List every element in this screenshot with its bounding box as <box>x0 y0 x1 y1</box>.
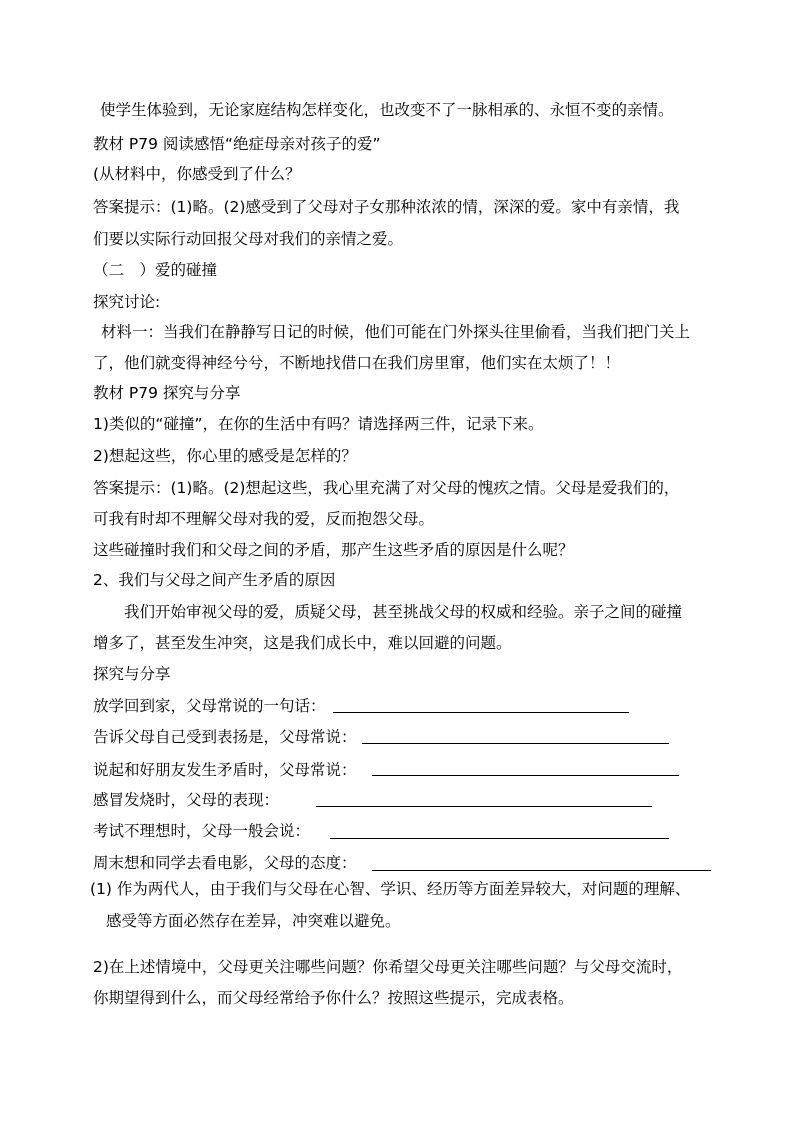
text-line: (1) 作为两代人，由于我们与父母在心智、学识、经历等方面差异较大，对问题的理解、 <box>90 880 691 898</box>
text-line: 感受等方面必然存在差异，冲突难以避免。 <box>106 912 401 930</box>
text-line: 1)类似的“碰撞”，在你的生活中有吗？请选择两三件，记录下来。 <box>93 415 544 433</box>
answer-blank[interactable] <box>316 806 652 807</box>
answer-blank[interactable] <box>333 712 629 713</box>
text-line: 增多了，甚至发生冲突，这是我们成长中，难以回避的问题。 <box>93 634 512 652</box>
text-line: 了，他们就变得神经兮兮，不断地找借口在我们房里窜，他们实在太烦了！！ <box>93 354 621 372</box>
fill-prompt: 放学回到家，父母常说的一句话： <box>93 697 326 715</box>
answer-blank[interactable] <box>330 838 669 839</box>
section-heading: 2、我们与父母之间产生矛盾的原因 <box>93 571 336 589</box>
answer-blank[interactable] <box>362 743 669 744</box>
text-line: 材料一：当我们在静静写日记的时候，他们可能在门外探头往里偷看，当我们把门关上 <box>101 323 691 341</box>
answer-blank[interactable] <box>372 870 711 871</box>
fill-prompt: 告诉父母自己受到表扬是，父母常说： <box>93 728 357 746</box>
text-line: 我们开始审视父母的爱，质疑父母，甚至挑战父母的权威和经验。亲子之间的碰撞 <box>124 603 683 621</box>
text-line: 们要以实际行动回报父母对我们的亲情之爱。 <box>93 230 404 248</box>
text-line: 2)在上述情境中，父母更关注哪些问题？你希望父母更关注哪些问题？与父母交流时， <box>93 958 683 976</box>
fill-prompt: 周末想和同学去看电影，父母的态度： <box>93 854 357 872</box>
text-line: 探究与分享 <box>93 665 171 683</box>
text-line: 这些碰撞时我们和父母之间的矛盾，那产生这些矛盾的原因是什么呢？ <box>93 541 574 559</box>
text-line: 探究讨论: <box>93 293 161 311</box>
section-heading: （二 ）爱的碰撞 <box>93 261 218 279</box>
text-line: 答案提示：(1)略。(2)感受到了父母对子女那种浓浓的情，深深的爱。家中有亲情，我 <box>93 198 680 216</box>
text-line: 使学生体验到，无论家庭结构怎样变化，也改变不了一脉相承的、永恒不变的亲情。 <box>100 101 674 119</box>
fill-prompt: 考试不理想时，父母一般会说： <box>93 822 311 840</box>
text-line: 你期望得到什么，而父母经常给予你什么？按照这些提示，完成表格。 <box>93 989 574 1007</box>
text-line: (从材料中，你感受到了什么？ <box>93 165 301 183</box>
text-line: 2)想起这些，你心里的感受是怎样的？ <box>93 447 357 465</box>
fill-prompt: 说起和好朋友发生矛盾时，父母常说： <box>93 761 357 779</box>
answer-blank[interactable] <box>372 775 679 776</box>
text-line: 教材 P79 探究与分享 <box>93 384 241 402</box>
text-line: 可我有时却不理解父母对我的爱，反而抱怨父母。 <box>93 510 435 528</box>
fill-prompt: 感冒发烧时，父母的表现： <box>93 791 280 809</box>
text-line: 答案提示：(1)略。(2)想起这些，我心里充满了对父母的愧疚之情。父母是爱我们的， <box>93 479 680 497</box>
text-line: 教材 P79 阅读感悟“绝症母亲对孩子的爱” <box>93 135 381 153</box>
